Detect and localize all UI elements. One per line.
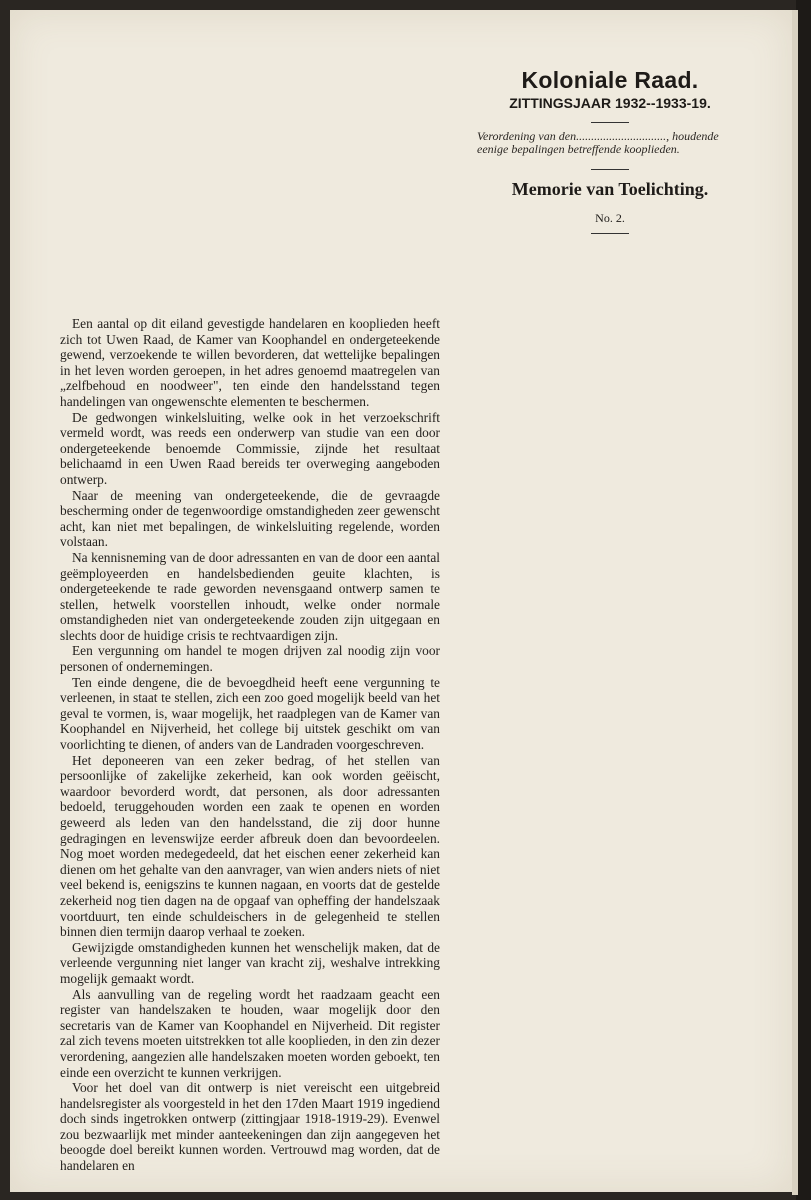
paragraph: Een aantal op dit eiland gevestigde handelaren en kooplieden heeft zich tot Uwen Raad, de Kamer van Koophandel en ondergeteekende gewend, verzoekende te willen bevorderen, dat wettelijke bepalingen in het leven worden geroepen, in het adres genoemd maatregelen van „zelfbehoud en noodweer", ten einde den handelsstand tegen handelingen van ongewenschte elementen te beschermen. <box>60 316 440 409</box>
divider <box>591 122 629 123</box>
memo-title: Memorie van Toelichting. <box>511 179 709 199</box>
paragraph: Voor het doel van dit ontwerp is niet vereischt een uitgebreid handelsregister als voorgesteld in het den 17den Maart 1919 ingediend doch sinds ingetrokken ontwerp (zittingjaar 1918-1919-29). Evenwel zou bezwaarlijk met minder aanteekeningen dan zijn aangegeven het beoogde doel bereikt kunnen worden. Vertrouwd mag worden, dat de handelaren en <box>60 1080 440 1174</box>
paragraph: Naar de meening van ondergeteekende, die de gevraagde bescherming onder de tegenwoordige omstandigheden zeer gewenscht acht, kan niet met bepalingen, de winkelsluiting regelende, worden volstaan. <box>60 487 440 550</box>
ordinance-subject: Verordening van den.............................., houdende eenige bepalingen betreffende kooplieden. <box>477 129 719 156</box>
page-edge-strip <box>792 10 798 1195</box>
document-number: No. 2. <box>595 211 625 225</box>
paragraph: Als aanvulling van de regeling wordt het raadzaam geacht een register van handelszaken te houden, waar mogelijk door den secretaris van de Kamer van Koophandel en Nijverheid. Dit register zal zich tevens moeten uitstrekken tot alle kooplieden, in den zin dezer verordening, aangezien alle handelszaken moeten worden geboekt, ten einde een overzicht te kunnen verkrijgen. <box>60 986 440 1080</box>
page-edge <box>796 0 811 1200</box>
paragraph: Het deponeeren van een zeker bedrag, of het stellen van persoonlijke of zakelijke zekerheid, kan ook worden geëischt, waardoor bevorderd wordt, dat personen, als door adressanten bedoeld, teruggehouden worden een zaak te openen en worden geweerd als leden van den handelsstand, die zij door hunne gedragingen en levenswijze eerder afbreuk doen dan bevoordeelen. Nog moet worden medegedeeld, dat het eischen eener zekerheid kan dienen om het gehalte van den aanvrager, van wien anders niets of niet veel bekend is, eenigszins te kunnen nagaan, en voorts dat de gestelde zekerheid nog tien dagen na de opgaaf van opheffing der handelszaak voortduurt, ten einde schuldeischers in de gelegenheid te stellen binnen dien termijn daarop verhaal te zoeken. <box>60 752 440 940</box>
council-title: Koloniale Raad. <box>521 67 699 93</box>
paragraph: Gewijzigde omstandigheden kunnen het wenschelijk maken, dat de verleende vergunning niet langer van kracht zij, weshalve intrekking mogelijk gemaakt wordt. <box>60 939 440 986</box>
paragraph: Na kennisneming van de door adressanten en van de door een aantal geëmployeerden en handelsbedienden geuite klachten, is ondergeteekende te rade geworden nevensgaand ontwerp samen te stellen, hetwelk voorstellen inhoudt, welke onder normale omstandigheden niet van ondergeteekende zouden zijn uitgegaan en slechts door de huidige crisis te rechtvaardigen zijn. <box>60 549 440 643</box>
memo-body <box>60 316 440 1174</box>
paragraph: Ten einde dengene, die de bevoegdheid heeft eene vergunning te verleenen, in staat te stellen, zich een zoo goed mogelijk beeld van het geval te vormen, is, waar mogelijk, het raadplegen van de Kamer van Koophandel en Nijverheid, het college bij uitstek geschikt om van voorlichting te dienen, of anders van de Landraden voorgeschreven. <box>60 674 440 753</box>
paragraph: De gedwongen winkelsluiting, welke ook in het verzoekschrift vermeld wordt, was reeds een onderwerp van studie van een door ondergeteekende benoemde Commissie, zijnde het resultaat belichaamd in een Uwen Raad bereids ter overweging aangeboden ontwerp. <box>60 409 440 487</box>
document-header <box>475 66 745 234</box>
paragraph: Een vergunning om handel te mogen drijven zal noodig zijn voor personen of ondernemingen. <box>60 643 440 675</box>
session-year: ZITTINGSJAAR 1932--1933-19. <box>509 95 711 111</box>
divider <box>591 233 629 234</box>
divider <box>591 169 629 170</box>
